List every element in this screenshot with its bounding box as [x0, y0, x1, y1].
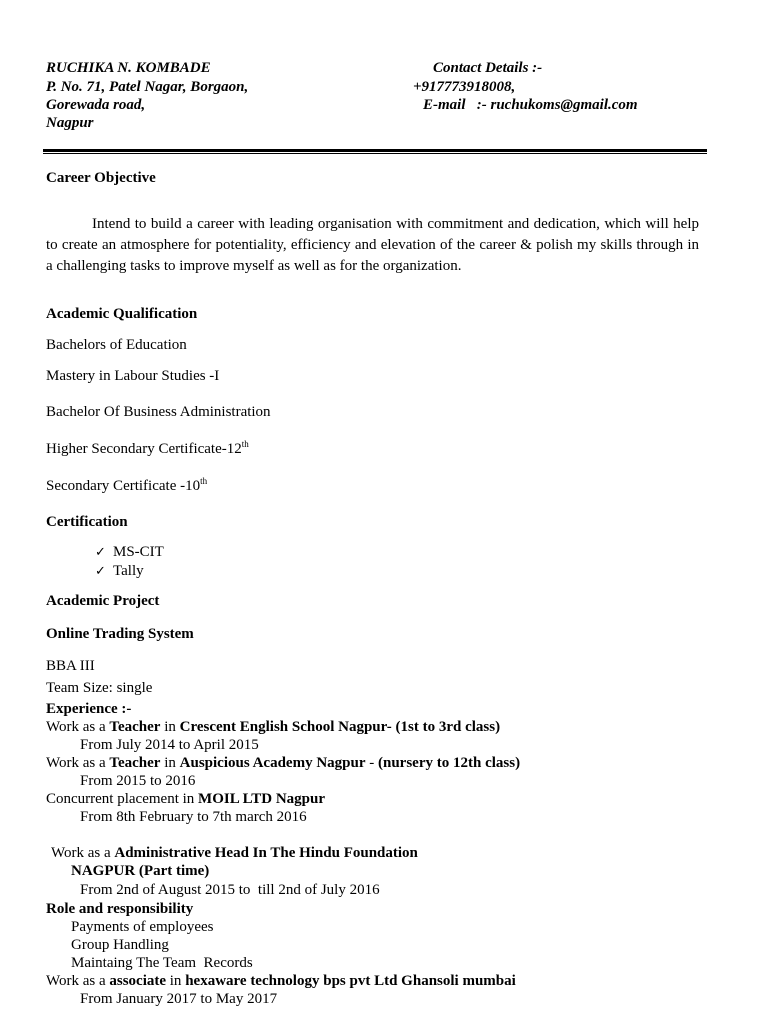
qualification-item: Mastery in Labour Studies -I: [46, 368, 220, 384]
academic-qualification-heading: Academic Qualification: [46, 306, 198, 322]
project-title: Online Trading System: [46, 626, 194, 642]
experience-period: From 2nd of August 2015 to till 2nd of July 2016: [80, 882, 380, 898]
career-objective-body: Intend to build a career with leading organisation with commitment and dedication, which will help to create an atmosphere for potentiality, efficiency and elevation of the career & polish my skills through in a challenging tasks to improve myself as well as for the organization.: [46, 216, 699, 274]
experience-heading: Experience :-: [46, 701, 132, 717]
check-icon: ✓: [95, 545, 106, 560]
experience-period: From 8th February to 7th march 2016: [80, 809, 307, 825]
qualification-item: Bachelors of Education: [46, 337, 187, 353]
experience-entry: Concurrent placement in MOIL LTD Nagpur: [46, 791, 326, 807]
qualification-item: Bachelor Of Business Administration: [46, 404, 271, 420]
certification-item: ✓ MS-CIT: [95, 544, 164, 560]
experience-period: From 2015 to 2016: [80, 773, 196, 789]
address-line-2: Gorewada road,: [46, 97, 146, 113]
experience-entry: Work as a Teacher in Crescent English School Nagpur- (1st to 3rd class): [46, 719, 501, 735]
candidate-name: RUCHIKA N. KOMBADE: [46, 60, 211, 76]
experience-period: From January 2017 to May 2017: [80, 991, 278, 1007]
responsibility-item: Maintaing The Team Records: [71, 955, 253, 971]
certification-heading: Certification: [46, 514, 128, 530]
email-label: E-mail :-: [423, 97, 487, 113]
certification-item: ✓ Tally: [95, 563, 144, 579]
responsibility-item: Group Handling: [71, 937, 169, 953]
email-address: ruchukoms@gmail.com: [490, 97, 638, 113]
qualification-item: Secondary Certificate -10th: [46, 476, 208, 494]
experience-org-line2: NAGPUR (Part time): [71, 863, 210, 879]
career-objective-heading: Career Objective: [46, 170, 156, 186]
project-team-size: Team Size: single: [46, 680, 153, 696]
career-objective-text: [46, 214, 699, 277]
email-line: [423, 98, 638, 113]
header-divider: [43, 149, 707, 152]
experience-period: From July 2014 to April 2015: [80, 737, 259, 753]
address-line-3: Nagpur: [46, 115, 94, 131]
qualification-item: Higher Secondary Certificate-12th: [46, 439, 249, 457]
header-divider-thin: [43, 153, 707, 154]
experience-entry: Work as a Teacher in Auspicious Academy Nagpur - (nursery to 12th class): [46, 755, 521, 771]
role-responsibility-heading: Role and responsibility: [46, 901, 194, 917]
phone-number: +917773918008,: [413, 79, 516, 95]
academic-project-heading: Academic Project: [46, 593, 160, 609]
responsibility-item: Payments of employees: [71, 919, 214, 935]
contact-heading: Contact Details :-: [433, 60, 543, 76]
experience-entry: Work as a Administrative Head In The Hindu Foundation: [51, 845, 418, 861]
project-class: BBA III: [46, 658, 95, 674]
address-line-1: P. No. 71, Patel Nagar, Borgaon,: [46, 79, 249, 95]
check-icon: ✓: [95, 564, 106, 579]
experience-entry: Work as a associate in hexaware technology bps pvt Ltd Ghansoli mumbai: [46, 973, 516, 989]
